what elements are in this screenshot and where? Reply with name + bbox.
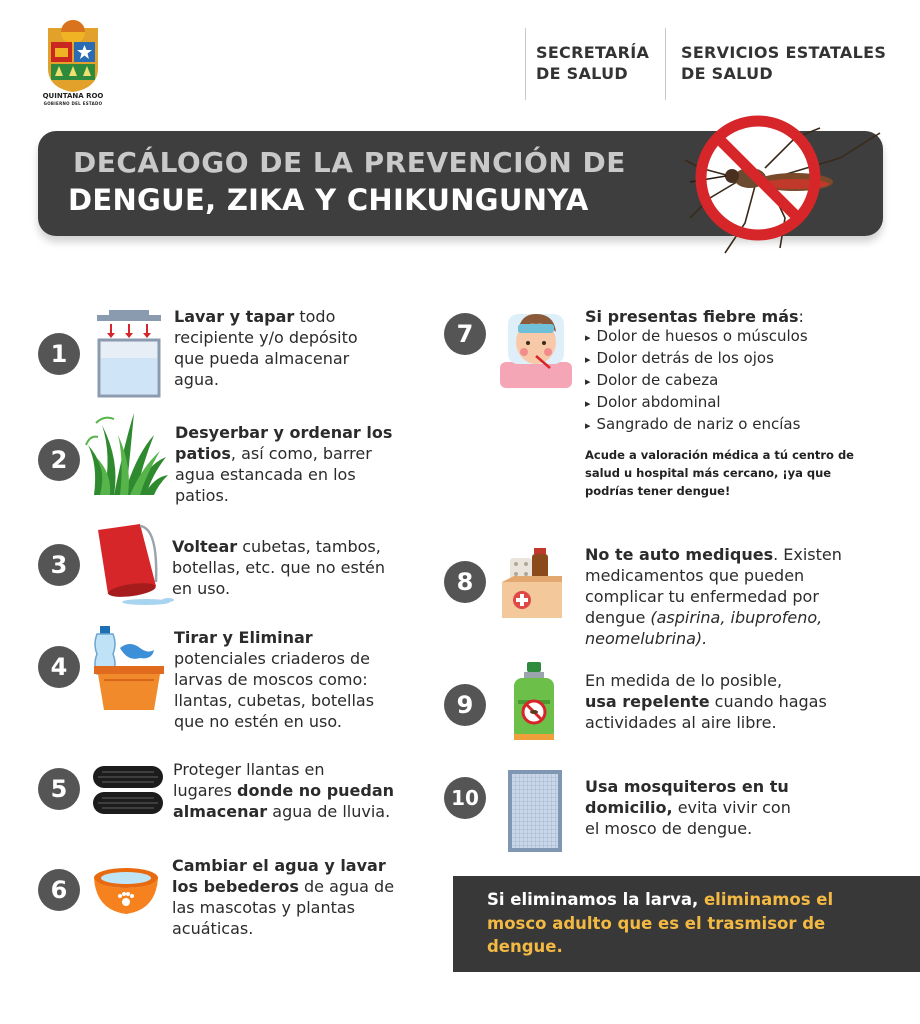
logo-subtitle: GOBIERNO DEL ESTADO <box>43 101 103 106</box>
step1-line2: recipiente y/o depósito <box>174 328 358 347</box>
symptom-item: ▸ Dolor detrás de los ojos <box>585 348 808 370</box>
symptom-item: ▸ Sangrado de nariz o encías <box>585 414 808 436</box>
step5-text2: lugares <box>173 781 238 800</box>
mosquito-screen-icon <box>507 769 563 853</box>
step8-italic4: (aspirina, ibuprofeno, <box>650 608 823 627</box>
step2-bold1: Desyerbar y ordenar los <box>175 423 393 442</box>
step8-line3: complicar tu enfermedad por <box>585 587 819 606</box>
note-line1: Acude a valoración médica a tú centro de <box>585 448 854 462</box>
step8-text4: dengue <box>585 608 651 627</box>
quintana-roo-shield-icon <box>44 20 102 92</box>
step1-bold: Lavar y tapar <box>174 307 295 326</box>
step9-bold2: usa repelente <box>585 692 710 711</box>
step4-line5: que no estén en uso. <box>174 712 342 731</box>
trash-bin-icon <box>92 624 166 712</box>
step6-line4: acuáticas. <box>172 919 254 938</box>
no-mosquito-icon <box>670 98 895 263</box>
dept1-line1: SECRETARÍA <box>536 43 650 62</box>
medicine-box-icon <box>500 546 564 620</box>
step-text-10 <box>585 776 791 839</box>
logo-title: QUINTANA ROO <box>42 92 104 100</box>
step10-bold2: domicilio, <box>585 798 673 817</box>
step7-bold: Si presentas fiebre más <box>585 307 799 326</box>
footer-yellow1: eliminamos el <box>698 890 834 909</box>
step2-text2: , así como, barrer <box>230 444 372 463</box>
step8-bold: No te auto mediques <box>585 545 774 564</box>
footer-white: Si eliminamos la larva, <box>487 890 699 909</box>
symptom-item: ▸ Dolor de cabeza <box>585 370 808 392</box>
step7-colon: : <box>798 307 804 326</box>
footer-yellow2: mosco adulto que es el trasmisor de <box>487 913 826 933</box>
step-number-3: 3 <box>38 544 80 586</box>
step-text-4 <box>174 627 374 732</box>
step3-line3: en uso. <box>172 579 231 598</box>
step-number-2: 2 <box>38 439 80 481</box>
step-text-1 <box>174 306 358 390</box>
step4-line4: llantas, cubetas, botellas <box>174 691 375 710</box>
step-text-6 <box>172 855 394 939</box>
step2-line3: agua estancada en los <box>175 465 356 484</box>
step-number-6: 6 <box>38 869 80 911</box>
footer-yellow3: dengue. <box>487 937 563 956</box>
step5-bold2: donde no puedan <box>237 781 395 800</box>
step-number-10: 10 <box>444 777 486 819</box>
step2-line4: patios. <box>175 486 229 505</box>
note-line3: podrías tener dengue! <box>585 484 731 498</box>
repellent-spray-icon <box>510 660 558 742</box>
step-number-7: 7 <box>444 313 486 355</box>
stacked-tires-icon <box>92 764 164 816</box>
step9-line3: actividades al aire libre. <box>585 713 777 732</box>
step1-line3: que pueda almacenar <box>174 349 350 368</box>
step-text-9 <box>585 670 827 733</box>
step-text-3 <box>172 536 385 599</box>
step3-line2: botellas, etc. que no estén <box>172 558 386 577</box>
footer-text <box>487 888 833 959</box>
step2-bold2: patios <box>175 444 231 463</box>
overturned-bucket-icon <box>94 522 178 606</box>
step4-line2: potenciales criaderos de <box>174 649 371 668</box>
step1-line4: agua. <box>174 370 219 389</box>
dept2-line2: DE SALUD <box>681 64 773 83</box>
symptom-list <box>585 326 808 436</box>
step5-bold3: almacenar <box>173 802 268 821</box>
step5-line1: Proteger llantas en <box>173 760 325 779</box>
dept1-line2: DE SALUD <box>536 64 628 83</box>
step-title-7 <box>585 306 804 327</box>
step8-italic5: neomelubrina). <box>585 629 708 648</box>
step1-text: todo <box>294 307 336 326</box>
divider <box>525 28 526 100</box>
sick-person-icon <box>496 306 576 388</box>
step4-line3: larvas de moscos como: <box>174 670 368 689</box>
step6-line3: las mascotas y plantas <box>172 898 355 917</box>
servicios-estatales <box>681 42 886 84</box>
banner-title-line1: DECÁLOGO DE LA PREVENCIÓN DE <box>73 146 626 179</box>
step3-bold: Voltear <box>172 537 238 556</box>
step-number-1: 1 <box>38 333 80 375</box>
step-number-5: 5 <box>38 768 80 810</box>
step8-line2: medicamentos que pueden <box>585 566 805 585</box>
secretaria-salud <box>536 42 649 84</box>
note-line2: salud u hospital más cercano, ¡ya que <box>585 466 832 480</box>
covered-container-icon <box>95 308 163 398</box>
symptom-item: ▸ Dolor abdominal <box>585 392 808 414</box>
step-number-9: 9 <box>444 684 486 726</box>
banner-title-line2: DENGUE, ZIKA Y CHIKUNGUNYA <box>68 183 589 217</box>
step-text-8 <box>585 544 842 649</box>
step-number-8: 8 <box>444 561 486 603</box>
step10-bold1: Usa mosquiteros en tu <box>585 777 789 796</box>
step6-text2: de agua de <box>298 877 395 896</box>
step9-line1: En medida de lo posible, <box>585 671 783 690</box>
step8-text: . Existen <box>773 545 842 564</box>
step6-bold1: Cambiar el agua y lavar <box>172 856 386 875</box>
step10-text2: evita vivir con <box>672 798 791 817</box>
step-text-2 <box>175 422 392 506</box>
medical-note <box>585 446 854 500</box>
step4-bold: Tirar y Eliminar <box>174 628 313 647</box>
logo-text <box>38 92 108 108</box>
divider <box>665 28 666 100</box>
step9-text2: cuando hagas <box>709 692 827 711</box>
step10-line3: el mosco de dengue. <box>585 819 753 838</box>
step3-text: cubetas, tambos, <box>237 537 381 556</box>
step5-text3: agua de lluvia. <box>267 802 391 821</box>
step-number-4: 4 <box>38 646 80 688</box>
step-text-5 <box>173 759 394 822</box>
dept2-line1: SERVICIOS ESTATALES <box>681 43 887 62</box>
grass-icon <box>84 405 170 497</box>
step6-bold2: los bebederos <box>172 877 299 896</box>
symptom-item: ▸ Dolor de huesos o músculos <box>585 326 808 348</box>
pet-water-bowl-icon <box>92 866 160 918</box>
